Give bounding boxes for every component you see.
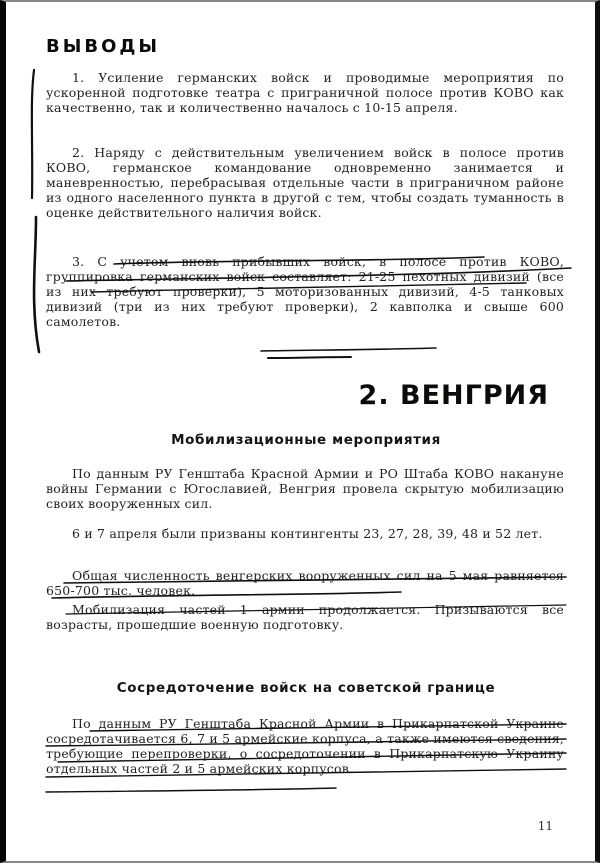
- mobilization-heading: Мобилизационные мероприятия: [171, 432, 441, 448]
- page-number: 11: [537, 819, 553, 833]
- section-title-hungary: 2. ВЕНГРИЯ: [358, 380, 549, 411]
- conclusions-heading: ВЫВОДЫ: [46, 36, 161, 57]
- mobilization-paragraph-1: По данным РУ Генштаба Красной Армии и РО Штаба КОВО накануне войны Германии с Югославией, Венгрия провела скрытую мобилизацию своих вооруженных сил.: [46, 466, 564, 511]
- margin-mark-2: [34, 217, 39, 352]
- margin-mark-1: [32, 70, 34, 198]
- underline-5: [268, 357, 351, 358]
- mobilization-paragraph-4: Мобилизация частей 1 армии продолжается. Призываются все возрасты, прошедшие военную подготовку.: [46, 602, 564, 632]
- concentration-heading: Сосредоточение войск на советской границе: [116, 680, 496, 696]
- mobilization-paragraph-3: Общая численность венгерских вооруженных сил на 5 мая равняется 650-700 тыс. человек.: [46, 568, 564, 598]
- underline-4: [261, 348, 436, 351]
- conclusion-paragraph-2: 2. Наряду с действительным увеличением войск в полосе против КОВО, германское командование одновременно занимается и маневренностью, перебрасывая отдельные части в приграничном районе из одного населенного пункта в другой с тем, чтобы создать туманность в оценке действительного наличия войск.: [46, 145, 564, 220]
- conclusion-paragraph-1: 1. Усиление германских войск и проводимые мероприятия по ускоренной подготовке театра с приграничной полосе против КОВО как качественно, так и количественно началось с 10-15 апреля.: [46, 70, 564, 115]
- mobilization-paragraph-2: 6 и 7 апреля были призваны контингенты 23, 27, 28, 39, 48 и 52 лет.: [72, 526, 543, 541]
- underline-13: [46, 788, 336, 792]
- conclusion-paragraph-3: 3. С учетом вновь прибывших войск, в полосе против КОВО, группировка германских войск составляет: 21-25 пехотных дивизий (все из них требуют проверки), 5 моторизованных дивизий, 4-5 танковых дивизий (три из них требуют проверки), 2 кавполка и свыше 600 самолетов.: [46, 254, 564, 329]
- concentration-paragraph-1: По данным РУ Генштаба Красной Армии в Прикарпатской Украине сосредотачивается 6, 7 и 5 армейские корпуса, а также имеются сведения, требующие перепроверки, о сосредоточении в Прикарпатскую Украину отдельных частей 2 и 5 армейских корпусов.: [46, 716, 564, 776]
